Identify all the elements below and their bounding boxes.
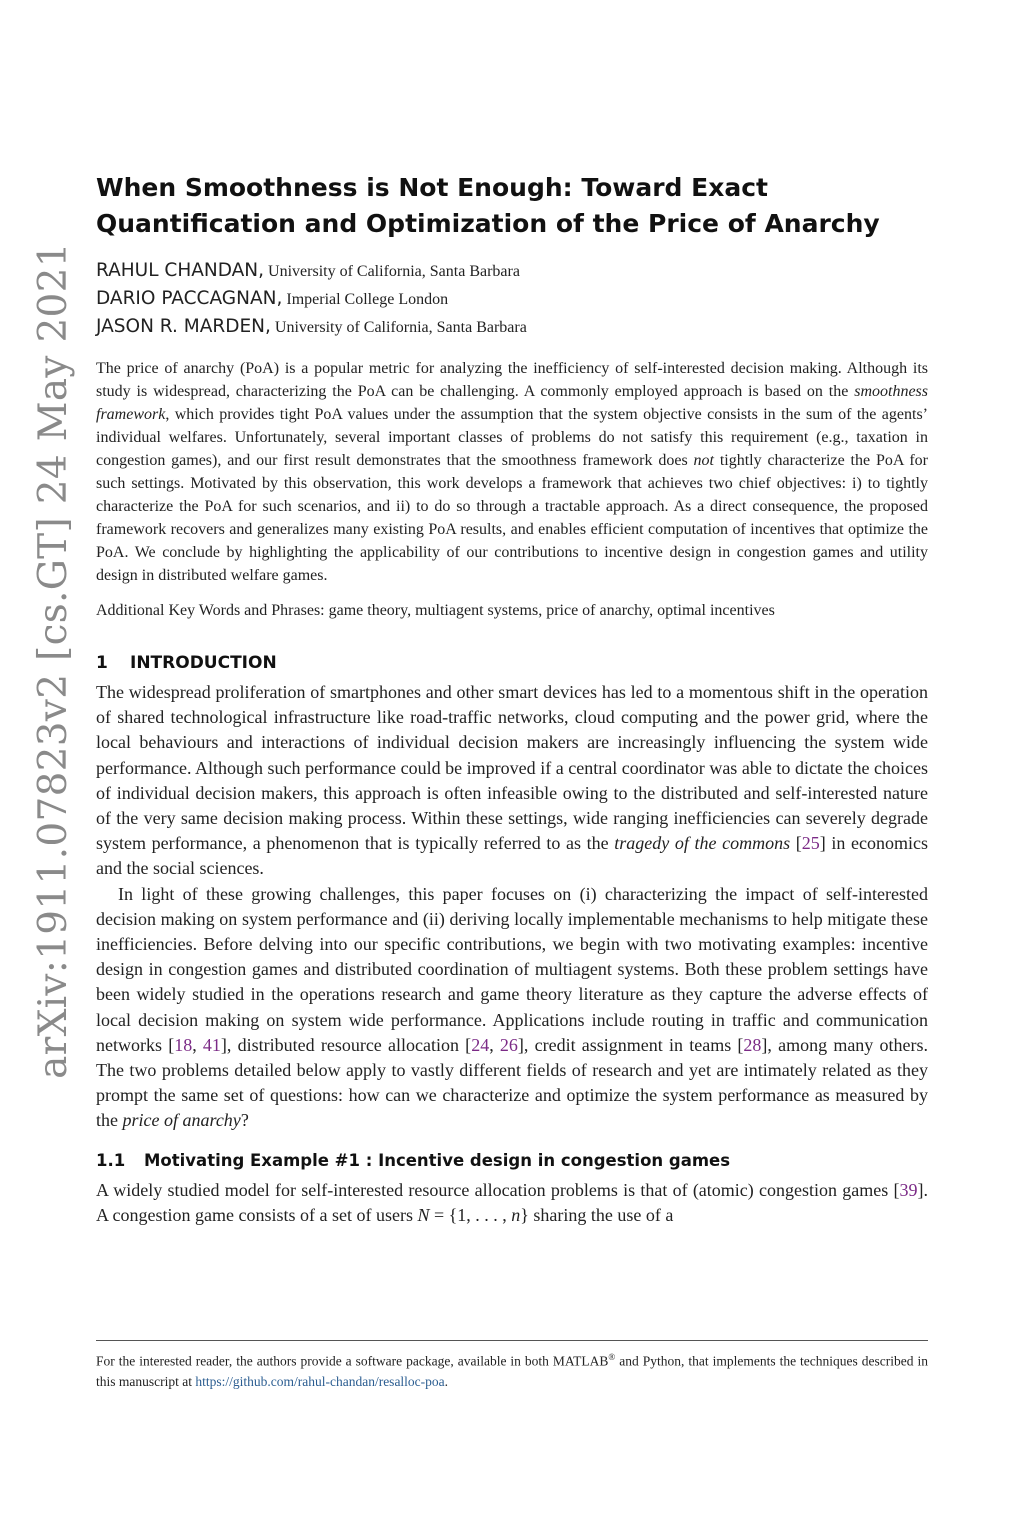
citation-link[interactable]: 26 bbox=[499, 1034, 518, 1055]
author-name: JASON R. MARDEN, bbox=[96, 316, 271, 337]
math-variable: n bbox=[511, 1204, 521, 1225]
citation-link[interactable]: 39 bbox=[899, 1179, 918, 1200]
abstract-text: The price of anarchy (PoA) is a popular metric for analyzing the inefficiency of self-interested decision making. Although its study is widespread, characterizing the PoA can be challenging. A commonly employed approach is based on the bbox=[96, 360, 928, 400]
paragraph-text: ], distributed resource allocation [ bbox=[220, 1034, 472, 1055]
author-line bbox=[96, 285, 928, 313]
section-heading bbox=[96, 652, 928, 674]
citation-link[interactable]: 24 bbox=[471, 1034, 490, 1055]
arxiv-sidebar-stamp bbox=[25, 241, 81, 1079]
separator: , bbox=[489, 1034, 500, 1055]
registered-mark: ® bbox=[608, 1352, 616, 1362]
section-number: 1 bbox=[96, 653, 108, 673]
subsection-text bbox=[96, 1178, 928, 1228]
subsection-title: Motivating Example #1 : Incentive design in congestion games bbox=[144, 1150, 731, 1170]
abstract-emphasis: smoothness framework bbox=[96, 383, 928, 423]
author-name: DARIO PACCAGNAN, bbox=[96, 288, 283, 309]
abstract-text: tightly characterize the PoA for such settings. Motivated by this observation, this work develops a framework that achieves two chief objectives: i) to tightly characterize the PoA for such scenarios, and ii) to do so through a tractable approach. As a direct consequence, the proposed framework recovers and generalizes many existing PoA results, and enables efficient computation of incentives that optimize the PoA. We conclude by highlighting the applicability of our contributions to incentive design in congestion games and utility design in distributed welfare games. bbox=[96, 452, 929, 584]
author-affiliation: University of California, Santa Barbara bbox=[270, 319, 527, 336]
abstract bbox=[96, 357, 928, 587]
abstract-emphasis: not bbox=[693, 452, 714, 469]
arxiv-identifier: arXiv:1911.07823v2 [cs.GT] 24 May 2021 bbox=[30, 241, 76, 1079]
footnote-text: and Python, that implements the techniques described in this manuscript at bbox=[96, 1353, 928, 1389]
paper-body bbox=[96, 170, 928, 1228]
paragraph bbox=[96, 680, 928, 882]
keywords: Additional Key Words and Phrases: game theory, multiagent systems, price of anarchy, optimal incentives bbox=[96, 602, 775, 619]
footnote bbox=[96, 1347, 928, 1392]
abstract-text: , which provides tight PoA values under the assumption that the system objective consists in the sum of the agents’ individual welfares. Unfortunately, several important classes of problems do not satisfy this requirement (e.g., taxation in congestion games), and our first result demonstrates that the smoothness framework does bbox=[96, 406, 928, 469]
paragraph-text: In light of these growing challenges, this paper focuses on (i) characterizing the impact of self-interested decision making on system performance and (ii) deriving locally implementable mechanisms to help mitigate these inefficiencies. Before delving into our specific contributions, we begin with two motivating examples: incentive design in congestion games and distributed coordination of multiagent systems. Both these problem settings have been widely studied in the operations research and game theory literature as they capture the adverse effects of local decision making on system wide performance. Applications include routing in traffic and communication networks [ bbox=[96, 883, 928, 1055]
bracket: [ bbox=[790, 833, 802, 854]
paragraph-text: ], credit assignment in teams [ bbox=[517, 1034, 744, 1055]
citation-link[interactable]: 28 bbox=[743, 1034, 762, 1055]
paragraph-text: ]. A congestion game consists of a set of users bbox=[96, 1179, 928, 1225]
author-line bbox=[96, 257, 928, 285]
subsection-number: 1.1 bbox=[96, 1150, 126, 1170]
footnote-divider bbox=[96, 1340, 928, 1341]
author-list bbox=[96, 257, 928, 341]
paragraph-text: ? bbox=[240, 1110, 249, 1131]
paragraph-text: in economics and the social sciences. bbox=[96, 833, 928, 879]
footnote-text: . bbox=[444, 1373, 449, 1389]
paragraph-text: } sharing the use of a bbox=[520, 1204, 674, 1225]
author-line bbox=[96, 313, 928, 341]
subsection-heading bbox=[96, 1150, 928, 1172]
paper-title: When Smoothness is Not Enough: Toward Exact Quantification and Optimization of the Price of Anarchy bbox=[96, 173, 880, 238]
section-title: INTRODUCTION bbox=[130, 653, 277, 673]
abstract-paragraph bbox=[96, 357, 928, 587]
paragraph-text: = {1, . . . , bbox=[429, 1204, 512, 1225]
introduction-text bbox=[96, 680, 928, 1134]
paragraph bbox=[96, 1178, 928, 1228]
paragraph-text: The widespread proliferation of smartphones and other smart devices has led to a momentous shift in the operation of shared technological infrastructure like road-traffic networks, cloud computing and the power grid, where the local behaviours and interactions of individual decision makers are increasingly influencing the system wide performance. Although such performance could be improved if a central coordinator was able to dictate the choices of individual decision makers, this approach is often infeasible owing to the distributed and self-interested nature of the very same decision making process. Within these settings, wide ranging inefficiencies can severely degrade system performance, a phenomenon that is typically referred to as the bbox=[96, 682, 928, 854]
citation-link[interactable]: 41 bbox=[202, 1034, 221, 1055]
software-repo-link[interactable]: https://github.com/rahul-chandan/resalloc-poa bbox=[195, 1373, 445, 1389]
paragraph-text: A widely studied model for self-interested resource allocation problems is that of (atomic) congestion games [ bbox=[96, 1179, 900, 1200]
author-affiliation: Imperial College London bbox=[282, 291, 449, 308]
citation-link[interactable]: 18 bbox=[174, 1034, 193, 1055]
paragraph-text: ], among many others. The two problems detailed below apply to vastly different fields of research and yet are intimately related as they prompt the same set of questions: how can we characterize and optimize the system performance as measured by the bbox=[96, 1034, 929, 1131]
author-affiliation: University of California, Santa Barbara bbox=[264, 263, 520, 280]
math-variable: N bbox=[417, 1204, 430, 1225]
author-name: RAHUL CHANDAN, bbox=[96, 260, 265, 281]
separator: , bbox=[192, 1034, 203, 1055]
emphasis: price of anarchy bbox=[122, 1110, 241, 1131]
bracket: ] bbox=[819, 833, 826, 854]
paragraph bbox=[96, 882, 928, 1134]
emphasis: tragedy of the commons bbox=[614, 833, 791, 854]
citation-link[interactable]: 25 bbox=[801, 833, 820, 854]
footnote-text: For the interested reader, the authors provide a software package, available in both MATLAB bbox=[96, 1353, 609, 1369]
